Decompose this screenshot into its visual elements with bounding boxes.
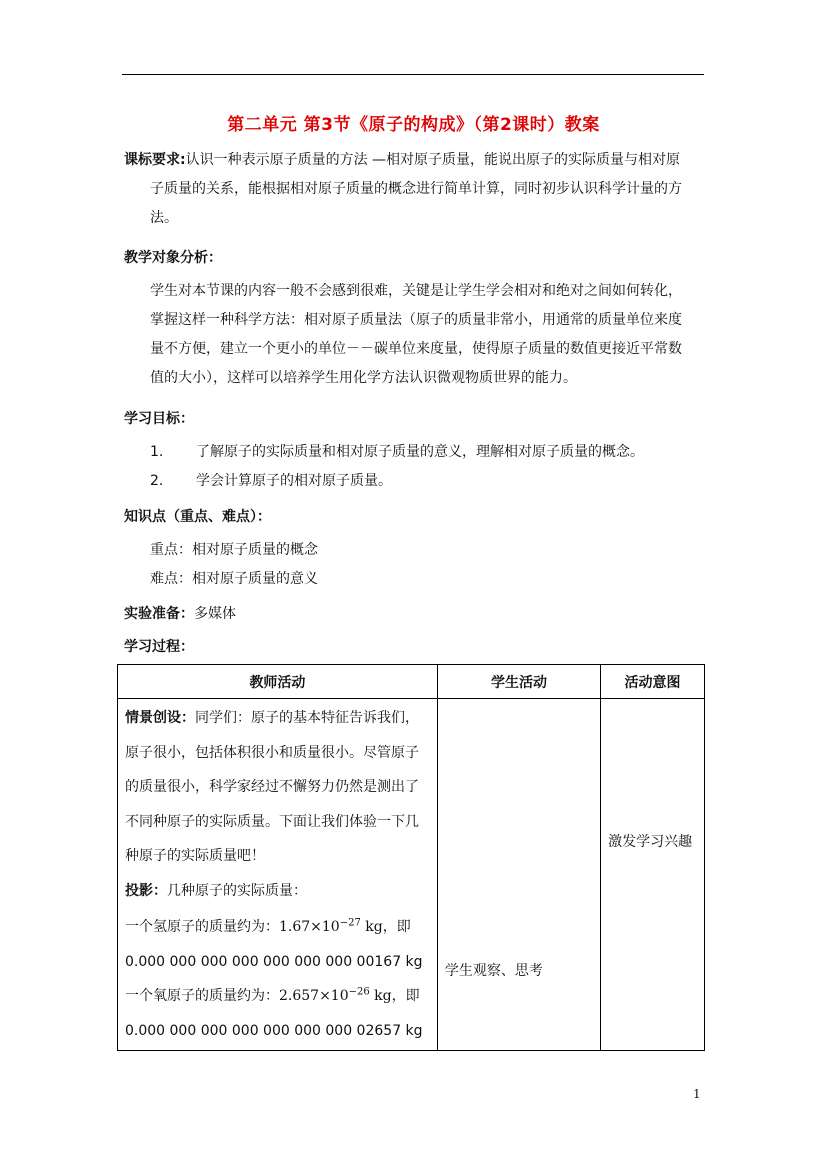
activity-intent-cell: 激发学习兴趣 <box>601 699 705 1051</box>
teacher-activity-cell <box>118 699 438 1051</box>
scene-line: 原子很小，包括体积很小和质量很小。尽管原子 <box>125 744 419 761</box>
goal-item-2 <box>124 467 714 496</box>
header-student-activity: 学生活动 <box>437 665 600 699</box>
analysis-line-1: 学生对本节课的内容一般不会感到很难，关键是让学生学会相对和绝对之间如何转化， <box>150 283 682 299</box>
scene-line: 种原子的实际质量吧！ <box>125 848 265 864</box>
analysis-line-3: 量不方便，建立一个更小的单位－－碳单位来度量，使得原子质量的数值更接近平常数 <box>150 341 682 357</box>
table-header-row <box>118 665 705 699</box>
hydrogen-decimal: 0.000 000 000 000 000 000 000 00167 kg <box>125 953 423 970</box>
analysis-section <box>124 244 714 393</box>
hydrogen-prefix: 一个氢原子的质量约为： <box>125 919 279 935</box>
scene-line: 不同种原子的实际质量。下面让我们体验一下几 <box>125 813 419 830</box>
analysis-line-2: 掌握这样一种科学方法：相对原子质量法（原子的质量非常小，用通常的质量单位来度 <box>150 312 682 328</box>
prep-label: 实验准备： <box>124 606 194 622</box>
goal-text: 了解原子的实际质量和相对原子质量的意义，理解相对原子质量的概念。 <box>196 444 644 460</box>
header-activity-intent: 活动意图 <box>601 665 705 699</box>
projection-label: 投影： <box>125 882 167 899</box>
prep-section <box>124 600 714 629</box>
activity-table <box>117 664 705 1051</box>
knowledge-label: 知识点（重点、难点）： <box>124 509 271 525</box>
difficult-point: 难点：相对原子质量的意义 <box>150 571 318 587</box>
scene-line: 的质量很小，科学家经过不懈努力仍然是测出了 <box>125 779 419 795</box>
process-label: 学习过程： <box>124 639 194 655</box>
process-section <box>124 633 714 662</box>
knowledge-section <box>124 503 714 594</box>
standard-line-1: 认识一种表示原子质量的方法 —相对原子质量，能说出原子的实际质量与相对原 <box>185 152 681 168</box>
scene-label: 情景创设： <box>125 710 195 726</box>
header-rule <box>122 74 704 75</box>
scene-line: 同学们：原子的基本特征告诉我们， <box>195 710 419 726</box>
standard-label: 课标要求: <box>124 152 186 168</box>
projection-text: 几种原子的实际质量： <box>167 882 307 899</box>
table-row <box>118 699 705 1051</box>
oxygen-prefix: 一个氧原子的质量约为： <box>125 988 279 1004</box>
hydrogen-exponent: −27 <box>339 917 361 929</box>
oxygen-value: 2.657×10 <box>279 988 349 1004</box>
standard-line-3: 法。 <box>150 210 178 226</box>
standard-line-2: 子质量的关系，能根据相对原子质量的概念进行简单计算，同时初步认识科学计量的方 <box>150 181 682 197</box>
page-title: 第二单元 第3节《原子的构成》（第2课时）教案 <box>227 115 600 135</box>
goal-number: 1. <box>150 444 164 460</box>
key-point: 重点：相对原子质量的概念 <box>150 542 318 558</box>
page-number: 1 <box>693 1087 701 1101</box>
goal-text: 学会计算原子的相对原子质量。 <box>196 473 392 489</box>
goals-label: 学习目标： <box>124 411 194 427</box>
goal-item-1 <box>124 438 714 467</box>
analysis-line-4: 值的大小），这样可以培养学生用化学方法认识微观物质世界的能力。 <box>150 370 577 386</box>
analysis-label: 教学对象分析： <box>124 250 222 266</box>
goals-section <box>124 405 714 496</box>
standard-section <box>124 146 714 233</box>
prep-value: 多媒体 <box>194 606 236 622</box>
oxygen-decimal: 0.000 000 000 000 000 000 000 02657 kg <box>125 1022 423 1039</box>
oxygen-suffix: kg，即 <box>369 988 420 1004</box>
goal-number: 2. <box>150 473 164 489</box>
student-activity-cell: 学生观察、思考 <box>437 699 600 1051</box>
hydrogen-value: 1.67×10 <box>279 919 340 935</box>
hydrogen-suffix: kg，即 <box>360 919 411 935</box>
oxygen-exponent: −26 <box>348 986 370 998</box>
header-teacher-activity: 教师活动 <box>118 665 438 699</box>
